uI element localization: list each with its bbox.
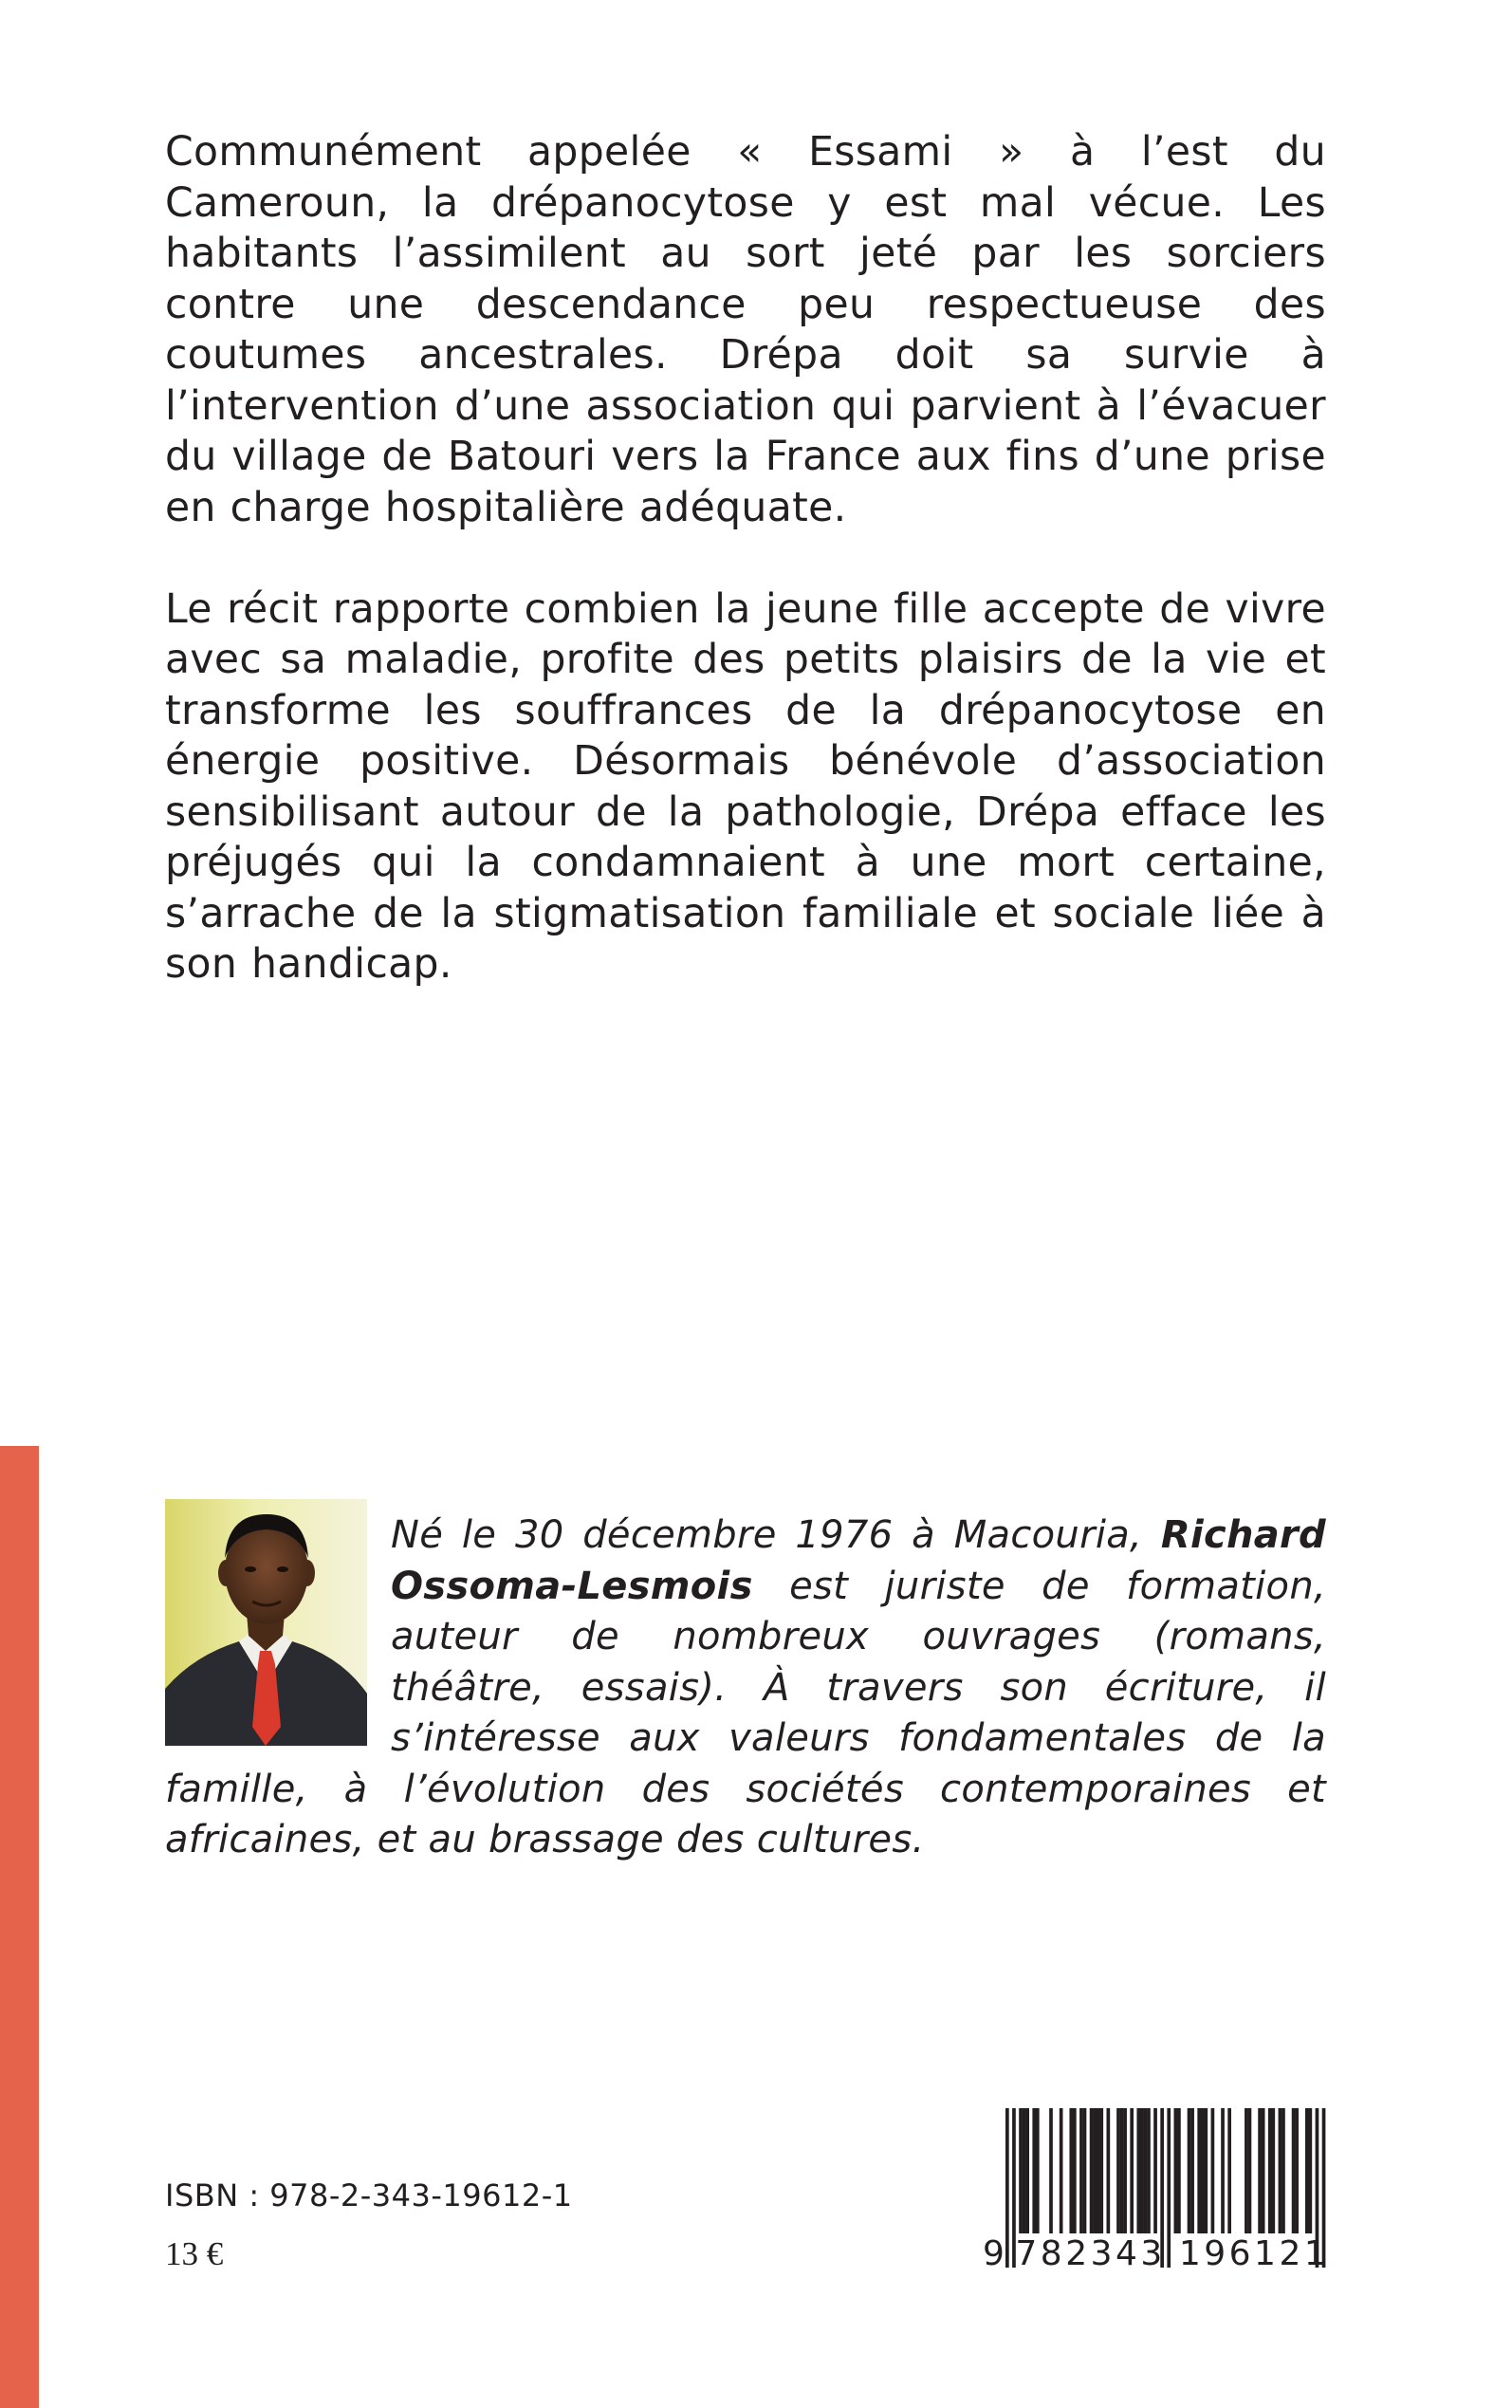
barcode-bar xyxy=(1144,2108,1148,2233)
barcode-digits-right: 196121 xyxy=(1178,2234,1330,2273)
barcode-bar xyxy=(1268,2108,1272,2233)
barcode-bar xyxy=(1177,2108,1181,2233)
barcode-bar xyxy=(1204,2108,1208,2233)
barcode-digits xyxy=(983,2234,1330,2273)
barcode-bar xyxy=(1069,2108,1073,2233)
blurb-paragraph-1: Communément appelée « Essami » à l’est du Cameroun, la drépanocytose y est mal vécue. Les habitants l’assimilent au sort jeté par les sorciers contre une descendance peu respectueuse des coutumes ancestrales. Drépa doit sa survie à l’intervention d’une association qui parvient à l’évacuer du village de Batouri vers la France aux fins d’une prise en charge hospitalière adéquate. xyxy=(165,129,1326,531)
barcode-bar xyxy=(1023,2108,1026,2233)
barcode-bar xyxy=(1123,2108,1127,2233)
accent-bar xyxy=(0,1446,39,2408)
barcode-bar xyxy=(1120,2108,1124,2233)
barcode-bar xyxy=(1188,2108,1191,2233)
barcode-bar xyxy=(1282,2108,1285,2233)
barcode-bar xyxy=(1190,2108,1194,2233)
barcode-bar xyxy=(1107,2108,1111,2233)
author-name: Richard Ossoma-Lesmois xyxy=(391,1513,1326,1608)
barcode-bar xyxy=(1083,2108,1087,2233)
barcode-bar xyxy=(1309,2108,1313,2233)
barcode-bar xyxy=(1060,2108,1063,2233)
barcode-bar xyxy=(1305,2108,1309,2233)
barcode-bar xyxy=(1248,2108,1252,2233)
barcode-bar xyxy=(1032,2108,1036,2233)
barcode-bar xyxy=(1140,2108,1144,2233)
barcode-bar xyxy=(1093,2108,1097,2233)
barcode-bar xyxy=(1197,2108,1201,2233)
barcode-bar xyxy=(1227,2108,1231,2233)
barcode-bar xyxy=(1262,2108,1265,2233)
barcode-bar xyxy=(1019,2108,1023,2233)
barcode-bar xyxy=(1295,2108,1299,2233)
barcode-bar xyxy=(1079,2108,1083,2233)
barcode-bar xyxy=(1271,2108,1275,2233)
barcode-bar xyxy=(1279,2108,1282,2233)
barcode-bar xyxy=(1025,2108,1029,2233)
author-photo xyxy=(165,1499,367,1746)
author-section xyxy=(165,1499,1326,1866)
barcode-bar xyxy=(1211,2108,1215,2233)
blurb-paragraph-2: Le récit rapporte combien la jeune fille accepte de vivre avec sa maladie, profite des petits plaisirs de la vie et transforme les souffrances de la drépanocytose en énergie positive. Désormais bénévole d’association sensibilisant autour de la pathologie, Drépa efface les préjugés qui la condamnaient à une mort certaine, s’arrache de la stigmatisation familiale et sociale liée à son handicap. xyxy=(165,585,1326,988)
barcode-digits-left: 782343 xyxy=(1015,2234,1166,2273)
barcode-bar xyxy=(1245,2108,1248,2233)
barcode-digit-first: 9 xyxy=(983,2234,1008,2273)
barcode-bar xyxy=(1090,2108,1094,2233)
barcode-bar xyxy=(1097,2108,1100,2233)
author-bio-body: est juriste de formation, auteur de nombreux ouvrages (romans, théâtre, essais). À travers son écriture, il s’intéresse aux valeurs fondamentales de la famille, à l’évolution des sociétés contemporaines et africaines, et au brassage des cultures. xyxy=(165,1564,1326,1862)
barcode-bar xyxy=(1258,2108,1262,2233)
back-cover-blurb xyxy=(165,127,1326,1041)
barcode-bar xyxy=(1174,2108,1178,2233)
barcode-bar xyxy=(1153,2108,1157,2233)
barcode-bar xyxy=(1221,2108,1225,2233)
barcode-bar xyxy=(1116,2108,1120,2233)
isbn: ISBN : 978-2-343-19612-1 xyxy=(165,2177,573,2214)
barcode-bar xyxy=(1130,2108,1134,2233)
barcode-bar xyxy=(1036,2108,1040,2233)
author-bio-intro: Né le 30 décembre 1976 à Macouria, xyxy=(391,1513,1161,1557)
barcode-bar xyxy=(1147,2108,1151,2233)
barcode-bar xyxy=(1136,2108,1140,2233)
barcode-bar xyxy=(1201,2108,1205,2233)
price: 13 € xyxy=(165,2235,224,2272)
barcode-bar xyxy=(1099,2108,1103,2233)
barcode-bar xyxy=(1049,2108,1053,2233)
barcode-bar xyxy=(1073,2108,1077,2233)
barcode-bar xyxy=(1292,2108,1296,2233)
